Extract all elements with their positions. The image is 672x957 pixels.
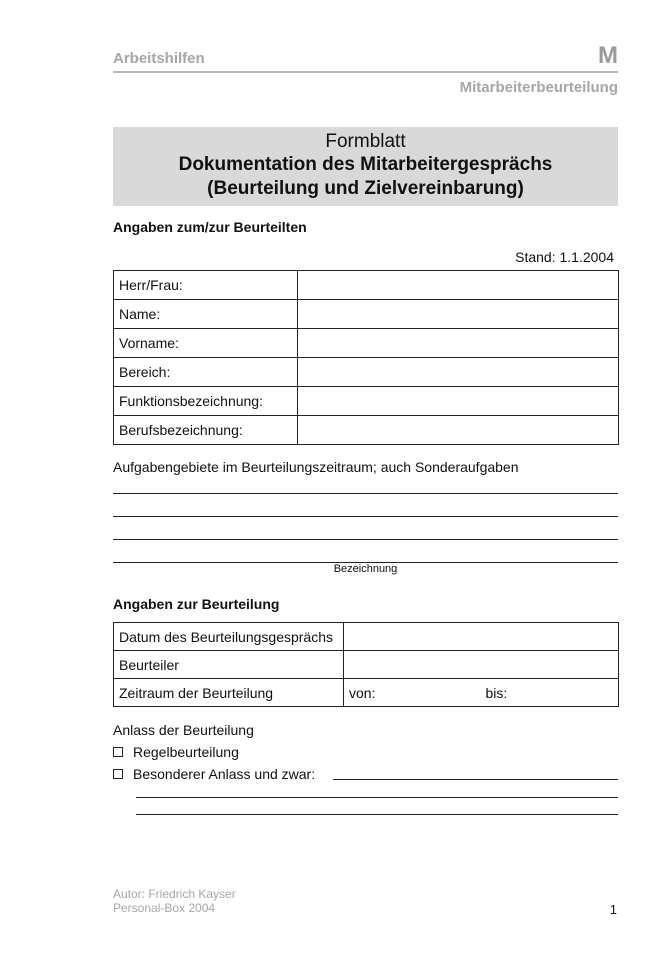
field-input-job-title[interactable]: [298, 416, 619, 445]
period-from-label: von:: [349, 684, 376, 701]
tasks-input-line[interactable]: [113, 539, 618, 540]
section-heading-person: Angaben zum/zur Beurteilten: [113, 219, 307, 235]
field-label-salutation: Herr/Frau:: [114, 271, 298, 300]
version-date: Stand: 1.1.2004: [515, 249, 614, 265]
footer-credits: [113, 887, 236, 915]
table-row: [114, 651, 619, 679]
table-row: [114, 416, 619, 445]
field-input-salutation[interactable]: [298, 271, 619, 300]
field-input-meeting-date[interactable]: [344, 623, 619, 651]
title-box: [113, 127, 618, 206]
period-to-label: bis:: [485, 684, 508, 701]
table-row: [114, 300, 619, 329]
field-input-first-name[interactable]: [298, 329, 619, 358]
field-input-department[interactable]: [298, 358, 619, 387]
field-label-name: Name:: [114, 300, 298, 329]
option-regular-assessment[interactable]: [113, 744, 239, 760]
tasks-input-line[interactable]: [113, 516, 618, 517]
person-details-table: [113, 270, 619, 445]
section-heading-assessment: Angaben zur Beurteilung: [113, 596, 280, 612]
page-number: 1: [609, 902, 617, 917]
header-divider: [113, 71, 618, 73]
table-row: [114, 387, 619, 416]
field-input-name[interactable]: [298, 300, 619, 329]
table-row: [114, 679, 619, 707]
field-input-assessor[interactable]: [344, 651, 619, 679]
occasion-label: Anlass der Beurteilung: [113, 722, 254, 738]
special-occasion-input-line[interactable]: [333, 779, 618, 780]
field-input-period[interactable]: [344, 679, 619, 707]
field-label-function-title: Funktionsbezeichnung:: [114, 387, 298, 416]
table-row: [114, 271, 619, 300]
tasks-caption: Bezeichnung: [333, 563, 398, 575]
document-subtitle: (Beurteilung und Zielvereinbarung): [207, 178, 524, 199]
field-label-job-title: Berufsbezeichnung:: [114, 416, 298, 445]
field-label-period: Zeitraum der Beurteilung: [114, 679, 344, 707]
table-row: [114, 623, 619, 651]
special-occasion-input-line[interactable]: [136, 814, 618, 815]
special-occasion-input-line[interactable]: [136, 797, 618, 798]
field-label-department: Bereich:: [114, 358, 298, 387]
option-label: Regelbeurteilung: [133, 744, 239, 760]
document-title: Dokumentation des Mitarbeitergesprächs: [178, 154, 553, 175]
header-section-title: Arbeitshilfen: [113, 50, 205, 67]
option-label: Besonderer Anlass und zwar:: [133, 766, 316, 782]
field-label-first-name: Vorname:: [114, 329, 298, 358]
checkbox-regular-assessment[interactable]: [113, 747, 123, 757]
assessment-details-table: [113, 622, 619, 707]
footer-source: Personal-Box 2004: [113, 901, 216, 915]
header-subtitle: Mitarbeiterbeurteilung: [459, 79, 618, 96]
table-row: [114, 358, 619, 387]
form-type-label: Formblatt: [325, 131, 406, 152]
checkbox-special-occasion[interactable]: [113, 769, 123, 779]
field-label-meeting-date: Datum des Beurteilungsgesprächs: [114, 623, 344, 651]
option-special-occasion[interactable]: [113, 766, 315, 782]
field-input-function-title[interactable]: [298, 387, 619, 416]
header-chapter-letter: M: [598, 42, 618, 69]
footer-author: Autor: Friedrich Kayser: [113, 887, 236, 901]
tasks-label: Aufgabengebiete im Beurteilungszeitraum; auch Sonderaufgaben: [113, 459, 519, 475]
table-row: [114, 329, 619, 358]
tasks-input-line[interactable]: [113, 493, 618, 494]
field-label-assessor: Beurteiler: [114, 651, 344, 679]
